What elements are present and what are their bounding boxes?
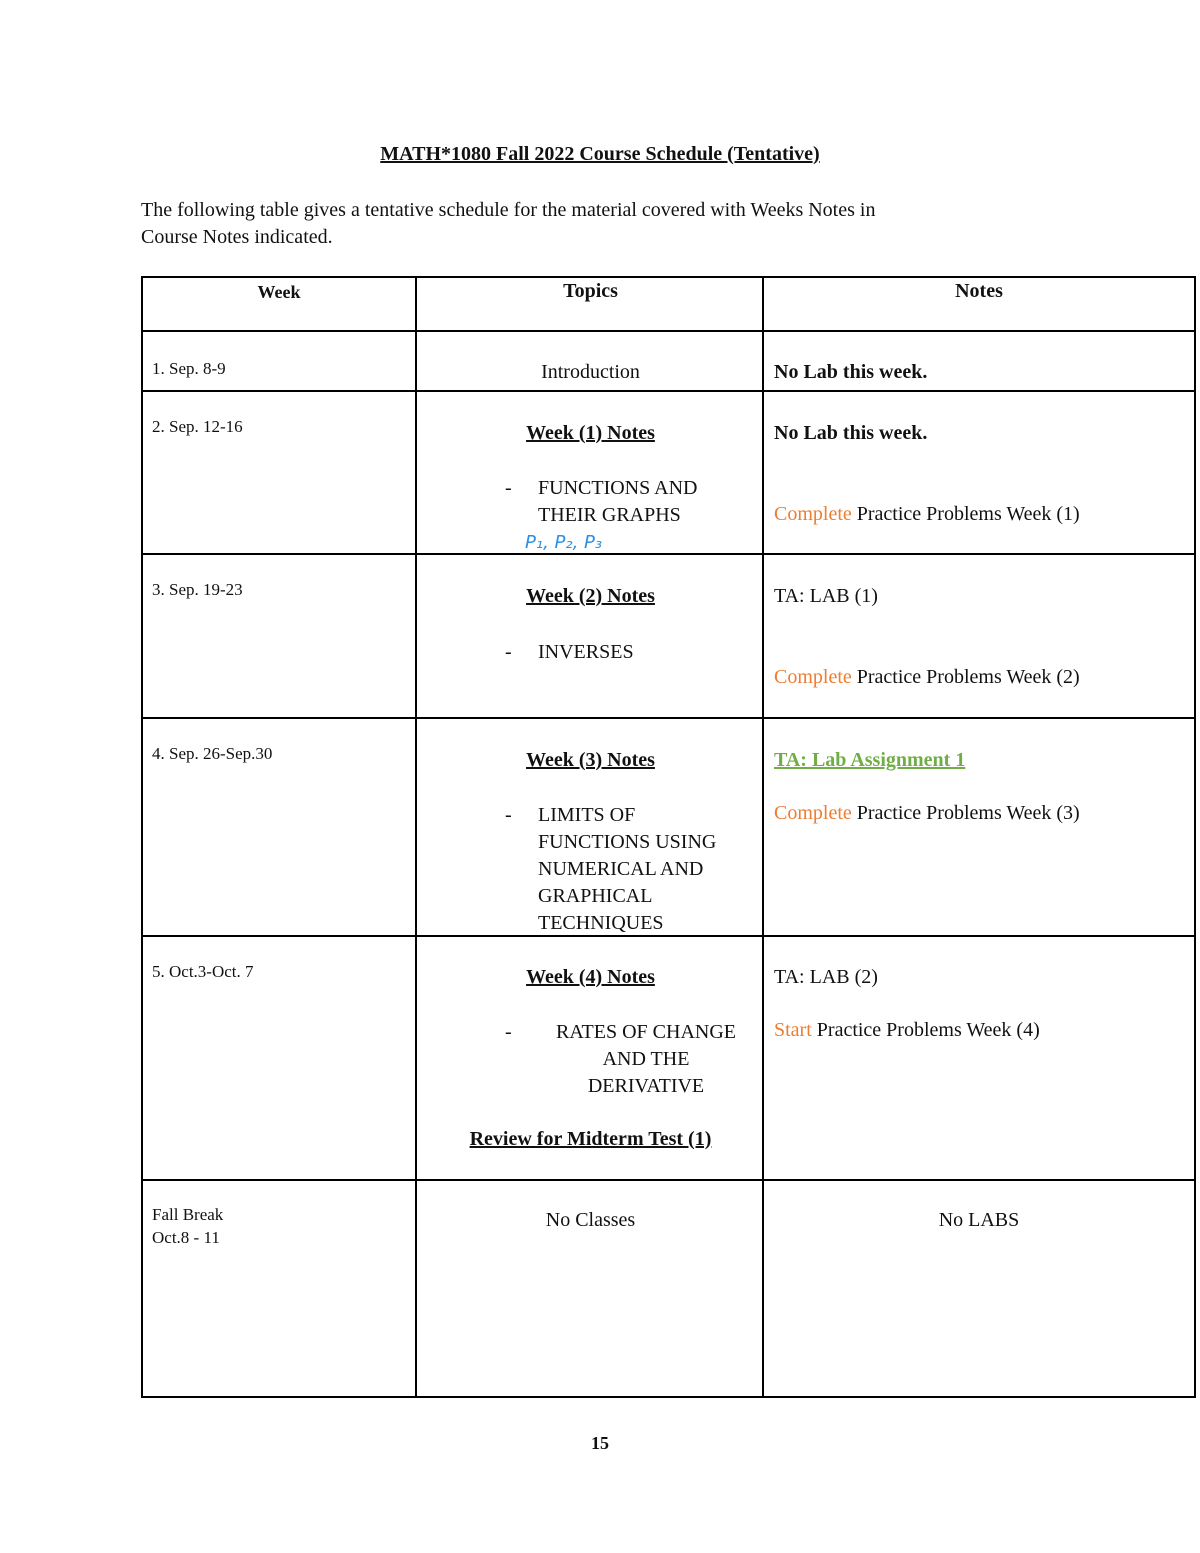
note-practice [774,503,1080,526]
note-verb: Complete [774,666,852,688]
note-rest: Practice Problems Week (3) [856,802,1080,824]
week-label [152,1203,223,1249]
note-lab: TA: LAB (1) [774,585,878,607]
topic-heading: Week (2) Notes [526,585,655,607]
page-number: 15 [591,1433,609,1453]
dash-bullet: - [505,1021,512,1043]
note-text: No Lab this week. [774,361,928,383]
week-label: 3. Sep. 19-23 [152,580,243,599]
week-label: 2. Sep. 12-16 [152,417,243,436]
table-rule [141,1179,1196,1181]
topic-line: INVERSES [538,641,634,663]
note-rest: Practice Problems Week (4) [816,1019,1040,1041]
intro-paragraph [141,197,1041,251]
table-border [141,1396,1196,1398]
topic-line: FUNCTIONS AND [538,477,698,499]
table-border [141,276,1196,278]
dash-bullet: - [505,641,512,663]
table-border [1194,276,1196,1398]
topic-heading: Week (1) Notes [526,422,655,444]
week-label: 4. Sep. 26-Sep.30 [152,744,273,763]
table-rule [141,717,1196,719]
table-border [141,276,143,1398]
note-lab: TA: LAB (2) [774,966,878,988]
header-notes: Notes [955,280,1003,302]
note-verb: Start [774,1019,812,1041]
table-rule [141,553,1196,555]
topic-heading: Week (3) Notes [526,749,655,771]
table-rule [141,390,1196,392]
topic-text: No Classes [545,1209,636,1231]
table-rule [141,935,1196,937]
topic-line: NUMERICAL AND [538,858,704,880]
topic-line: LIMITS OF [538,804,636,826]
topic-line: GRAPHICAL [538,885,653,907]
topic-line: FUNCTIONS USING [538,831,717,853]
note-practice [774,666,1080,689]
note-text: No LABS [938,1209,1020,1231]
header-week: Week [257,282,301,302]
schedule-table [141,276,1196,1398]
note-verb: Complete [774,802,852,824]
intro-line-2: Course Notes indicated. [141,226,333,248]
table-rule [141,330,1196,332]
dash-bullet: - [505,804,512,826]
note-lab-assignment: TA: Lab Assignment 1 [774,749,966,771]
note-practice [774,1019,1040,1042]
week-label-line: Oct.8 - 11 [152,1228,220,1247]
topic-line: RATES OF CHANGE [555,1021,737,1043]
dash-bullet: - [505,477,512,499]
note-verb: Complete [774,503,852,525]
topic-line: THEIR GRAPHS [538,504,681,526]
topic-line: TECHNIQUES [538,912,664,934]
week-label: 1. Sep. 8-9 [152,359,226,378]
topic-bullet-text [533,1019,759,1100]
document-title: MATH*1080 Fall 2022 Course Schedule (Tentative) [380,143,820,165]
topic-heading: Week (4) Notes [526,966,655,988]
header-topics: Topics [563,280,618,302]
topic-text: Introduction [541,361,640,383]
topic-line: DERIVATIVE [587,1075,705,1097]
note-rest: Practice Problems Week (2) [856,666,1080,688]
note-practice [774,802,1080,825]
week-label: 5. Oct.3-Oct. 7 [152,962,254,981]
note-lab: No Lab this week. [774,422,928,444]
intro-line-1: The following table gives a tentative schedule for the material covered with Weeks Notes in [141,199,876,221]
note-rest: Practice Problems Week (1) [856,503,1080,525]
topic-review: Review for Midterm Test (1) [469,1128,712,1150]
handwritten-annotation: P₁, P₂, P₃ [525,532,603,553]
topic-line: AND THE [602,1048,690,1070]
week-label-line: Fall Break [152,1205,224,1224]
